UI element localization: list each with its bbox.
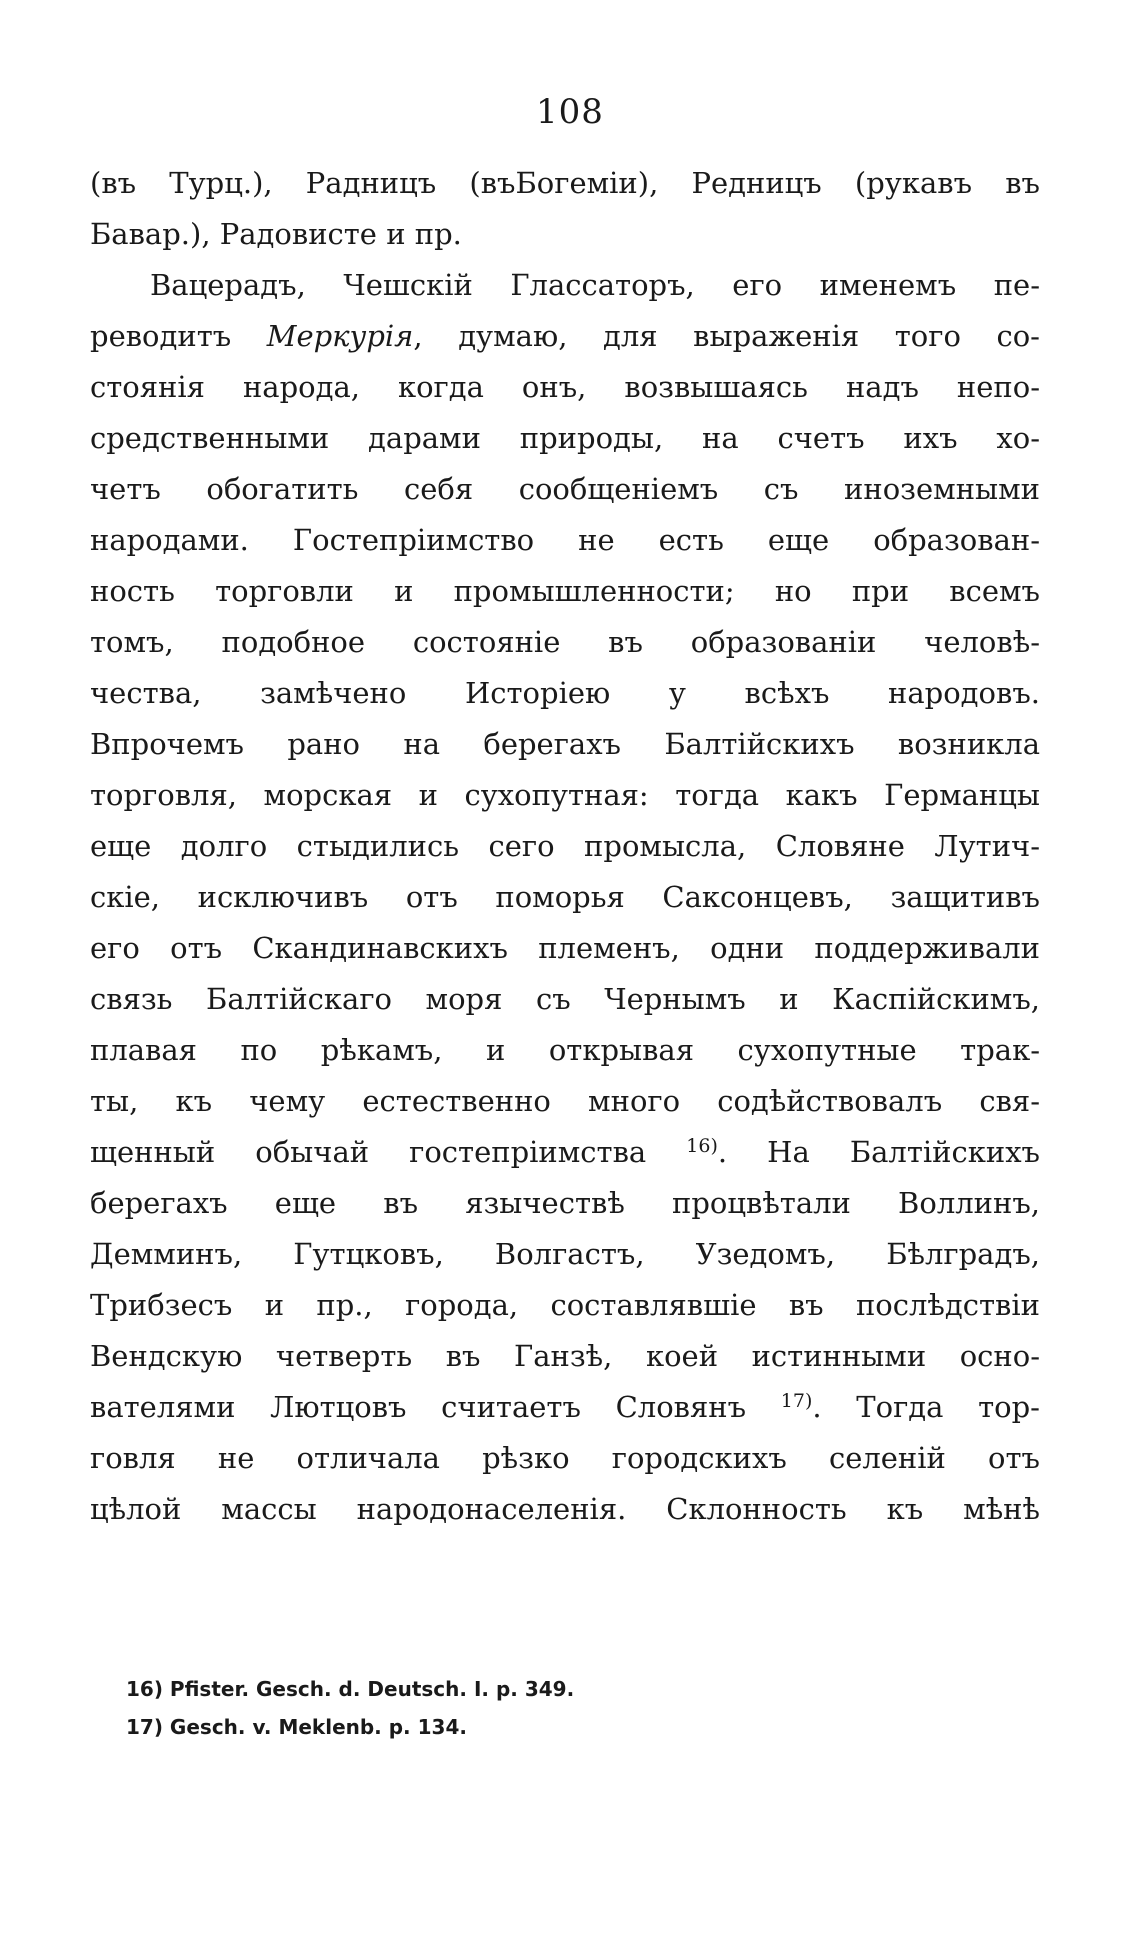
text-line: Трибзесъ и пр., города, составлявшіе въ послѣдствіи (90, 1288, 1040, 1322)
text-line (90, 1382, 1040, 1433)
text-line: его отъ Скандинавскихъ племенъ, одни поддерживали (90, 931, 1040, 965)
footnote: 16) Pfister. Gesch. d. Deutsch. I. p. 349. (126, 1677, 575, 1701)
text-line: говля не отличала рѣзко городскихъ селеній отъ (90, 1441, 1040, 1475)
text-fragment: . На Балтійскихъ (717, 1135, 1040, 1169)
italic-term: Меркурія (266, 319, 414, 353)
text-line (90, 311, 1040, 362)
footnote: 17) Gesch. v. Meklenb. p. 134. (126, 1715, 467, 1739)
text-line: цѣлой массы народонаселенія. Склонность къ мѣнѣ (90, 1492, 1040, 1526)
text-line: берегахъ еще въ язычествѣ процвѣтали Воллинъ, (90, 1186, 1040, 1220)
text-line (90, 1127, 1040, 1178)
text-line: четъ обогатить себя сообщеніемъ съ иноземными (90, 472, 1040, 506)
footnote-ref: 16) (686, 1135, 718, 1157)
text-line: Впрочемъ рано на берегахъ Балтійскихъ возникла (90, 727, 1040, 761)
text-line: средственными дарами природы, на счетъ ихъ хо- (90, 421, 1040, 455)
text-line: еще долго стыдились сего промысла, Словяне Лутич- (90, 829, 1040, 863)
text-line: Вендскую четверть въ Ганзѣ, коей истинными осно- (90, 1339, 1040, 1373)
text-line: скіе, исключивъ отъ поморья Саксонцевъ, защитивъ (90, 880, 1040, 914)
text-fragment: . Тогда тор- (812, 1390, 1040, 1424)
text-fragment: , думаю, для выраженія того со- (413, 319, 1040, 353)
text-line: чества, замѣчено Исторіею у всѣхъ народовъ. (90, 676, 1040, 710)
text-line: связь Балтійскаго моря съ Чернымъ и Каспійскимъ, (90, 982, 1040, 1016)
text-line: торговля, морская и сухопутная: тогда какъ Германцы (90, 778, 1040, 812)
text-line: ты, къ чему естественно много содѣйствовалъ свя- (90, 1084, 1040, 1118)
text-line: народами. Гостепріимство не есть еще образован- (90, 523, 1040, 557)
text-fragment: щенный обычай гостепріимства (90, 1135, 687, 1169)
text-fragment: реводитъ (90, 319, 267, 353)
text-line: стоянія народа, когда онъ, возвышаясь надъ непо- (90, 370, 1040, 404)
text-line: Вацерадъ, Чешскій Глассаторъ, его именемъ пе- (150, 268, 1040, 302)
text-line: Демминъ, Гутцковъ, Волгастъ, Узедомъ, Бѣлградъ, (90, 1237, 1040, 1271)
text-line: (въ Турц.), Радницъ (въБогеміи), Редницъ (рукавъ въ (90, 166, 1040, 200)
footnotes (126, 1670, 1026, 1746)
body-text (90, 158, 1040, 1535)
text-line: томъ, подобное состояніе въ образованіи человѣ- (90, 625, 1040, 659)
text-line: Бавар.), Радовисте и пр. (90, 217, 462, 251)
footnote-ref: 17) (780, 1390, 813, 1412)
text-line: ность торговли и промышленности; но при всемъ (90, 574, 1040, 608)
text-fragment: вателями Лютцовъ считаетъ Словянъ (90, 1390, 781, 1424)
page-number: 108 (536, 92, 604, 132)
text-line: плавая по рѣкамъ, и открывая сухопутные трак- (90, 1033, 1040, 1067)
